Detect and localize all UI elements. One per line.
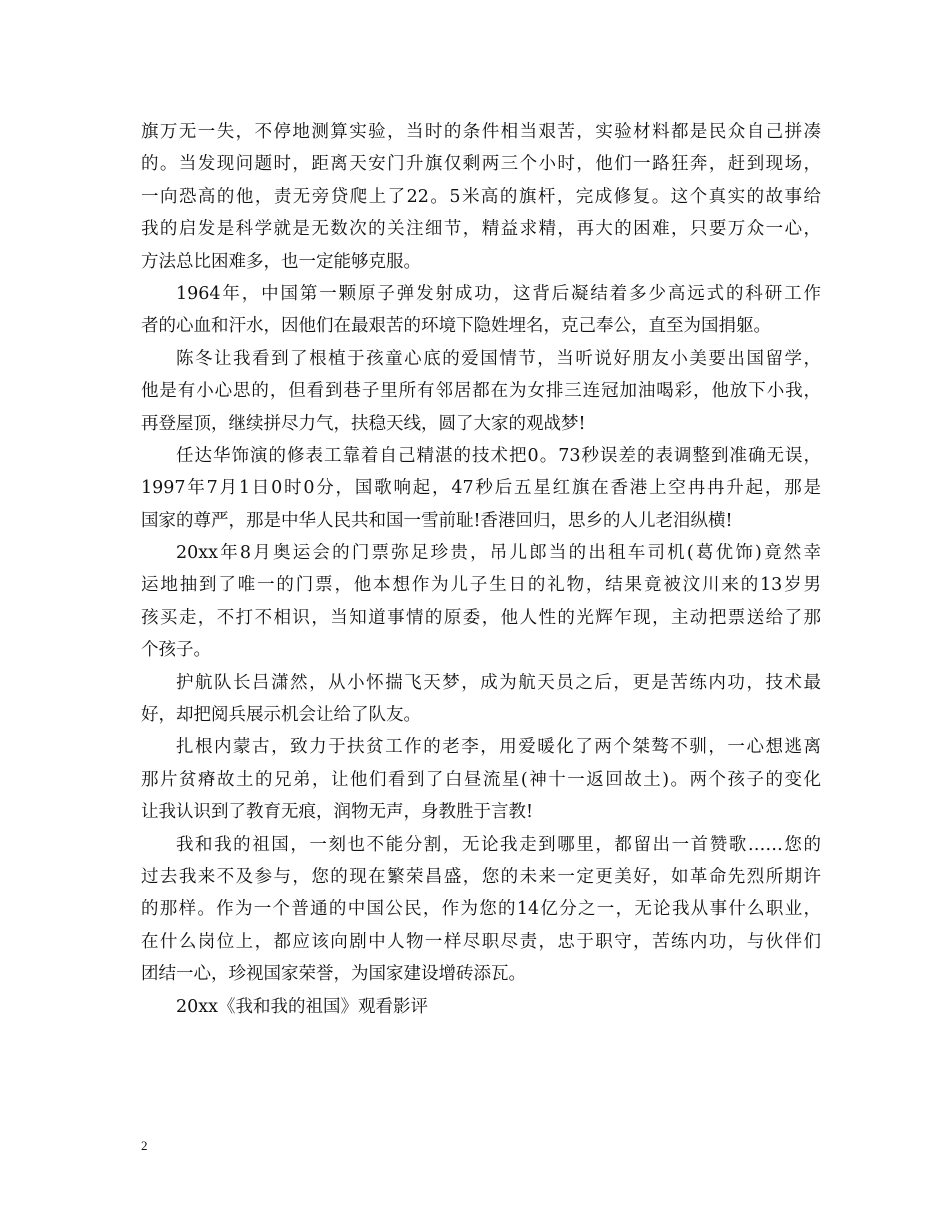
text-line: 运地抽到了唯一的门票，他本想作为儿子生日的礼物，结果竟被汶川来的13岁男 bbox=[141, 575, 821, 596]
text-line: 国家的尊严，那是中华人民共和国一雪前耻!香港回归，思乡的人儿老泪纵横! bbox=[141, 510, 733, 531]
text-line: 方法总比困难多，也一定能够克服。 bbox=[141, 251, 421, 272]
text-line: 过去我来不及参与，您的现在繁荣昌盛，您的未来一定更美好，如革命先烈所期许 bbox=[141, 866, 821, 887]
text-line: 的。当发现问题时，距离天安门升旗仅剩两三个小时，他们一路狂奔，赶到现场， bbox=[141, 154, 821, 175]
text-line: 1964年，中国第一颗原子弹发射成功，这背后凝结着多少高远式的科研工作 bbox=[176, 283, 821, 304]
text-line: 个孩子。 bbox=[141, 640, 211, 661]
text-line: 20xx年8月奥运会的门票弥足珍贵，吊儿郎当的出租车司机(葛优饰)竟然幸 bbox=[176, 543, 821, 564]
text-line: 团结一心，珍视国家荣誉，为国家建设增砖添瓦。 bbox=[141, 964, 526, 985]
text-line: 我的启发是科学就是无数次的关注细节，精益求精，再大的困难，只要万众一心， bbox=[141, 219, 821, 240]
text-line: 再登屋顶，继续拼尽力气，扶稳天线，圆了大家的观战梦! bbox=[141, 413, 586, 434]
text-line: 好，却把阅兵展示机会让给了队友。 bbox=[141, 705, 421, 726]
text-line: 的那样。作为一个普通的中国公民，作为您的14亿分之一，无论我从事什么职业， bbox=[141, 899, 821, 920]
text-line: 孩买走，不打不相识，当知道事情的原委，他人性的光辉乍现，主动把票送给了那 bbox=[141, 607, 821, 628]
text-line: 让我认识到了教育无痕，润物无声，身教胜于言教! bbox=[141, 802, 534, 823]
text-line: 那片贫瘠故土的兄弟，让他们看到了白昼流星(神十一返回故土)。两个孩子的变化 bbox=[141, 769, 821, 790]
page-number: 2 bbox=[141, 1138, 148, 1153]
text-line: 者的心血和汗水，因他们在最艰苦的环境下隐姓埋名，克己奉公，直至为国捐躯。 bbox=[141, 316, 771, 337]
text-line: 陈冬让我看到了根植于孩童心底的爱国情节，当听说好朋友小美要出国留学， bbox=[176, 348, 821, 369]
text-line: 旗万无一失，不停地测算实验，当时的条件相当艰苦，实验材料都是民众自己拼凑 bbox=[141, 122, 821, 142]
text-line: 扎根内蒙古，致力于扶贫工作的老李，用爱暖化了两个桀骜不驯，一心想逃离 bbox=[176, 737, 821, 758]
text-line: 在什么岗位上，都应该向剧中人物一样尽职尽责，忠于职守，苦练内功，与伙伴们 bbox=[141, 931, 821, 952]
document-body bbox=[141, 116, 821, 1023]
text-line: 护航队长吕潇然，从小怀揣飞天梦，成为航天员之后，更是苦练内功，技术最 bbox=[176, 672, 821, 693]
text-line: 我和我的祖国，一刻也不能分割，无论我走到哪里，都留出一首赞歌……您的 bbox=[176, 834, 821, 855]
text-line: 1997年7月1日0时0分，国歌响起，47秒后五星红旗在香港上空冉冉升起，那是 bbox=[141, 478, 821, 499]
text-line: 一向恐高的他，责无旁贷爬上了22。5米高的旗杆，完成修复。这个真实的故事给 bbox=[141, 186, 821, 207]
text-line: 20xx《我和我的祖国》观看影评 bbox=[176, 996, 429, 1017]
text-line: 任达华饰演的修表工靠着自己精湛的技术把0。73秒误差的表调整到准确无误， bbox=[176, 445, 821, 466]
text-line: 他是有小心思的，但看到巷子里所有邻居都在为女排三连冠加油喝彩，他放下小我， bbox=[141, 381, 821, 402]
